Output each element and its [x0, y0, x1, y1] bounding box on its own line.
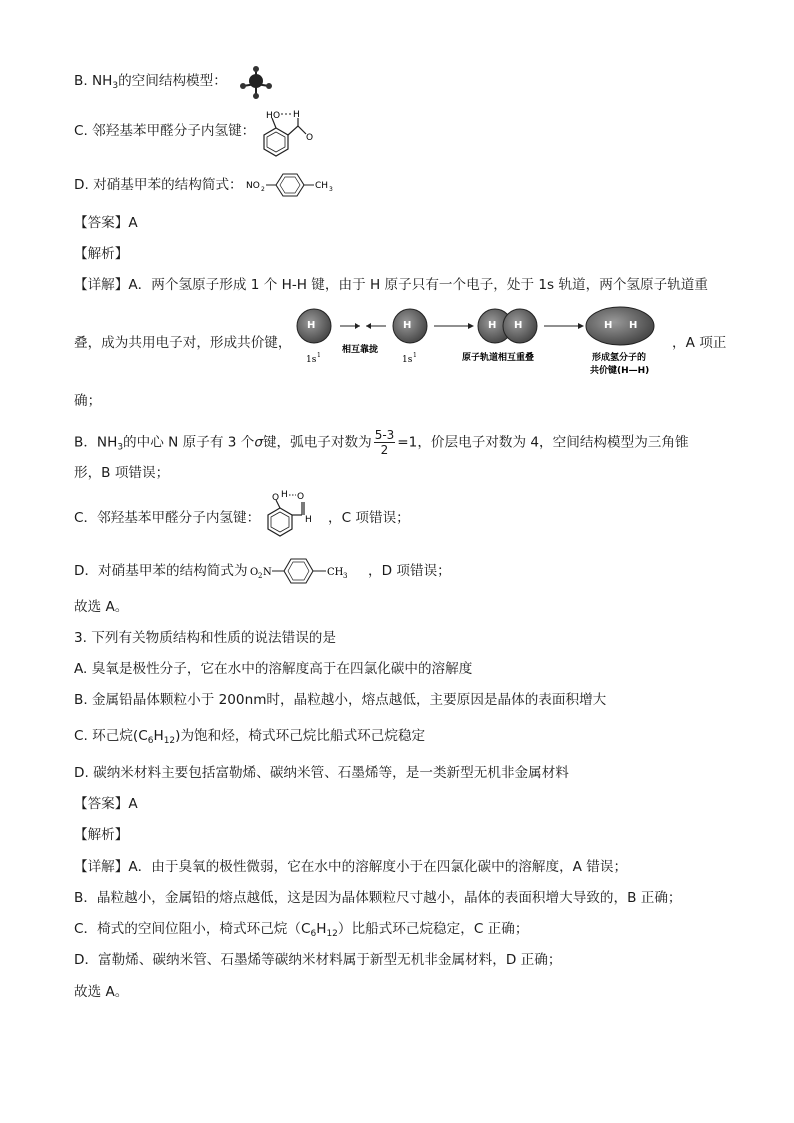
q3-detail-c: C．椅式的空间位阻小，椅式环己烷$(C_6H_{12})$比船式环己烷稳定，C 正确；	[74, 921, 529, 939]
ch3-label: CH	[315, 181, 329, 191]
option-b-text: 的空间结构模型：	[118, 73, 227, 89]
svg-text:CH: CH	[327, 567, 344, 578]
svg-text:1s: 1s	[306, 355, 317, 365]
detail-d: D．对硝基甲苯的结构简式为	[74, 563, 248, 579]
svg-text:H: H	[488, 320, 497, 331]
svg-text:O: O	[273, 111, 281, 121]
svg-text:H: H	[604, 320, 613, 331]
sigma-symbol: σ	[254, 434, 263, 451]
svg-text:N: N	[263, 567, 272, 578]
detail-b-line2: 形，B 项错误；	[74, 465, 170, 481]
svg-text:H: H	[293, 110, 300, 120]
detail-a-line1: 【详解】A．两个氢原子形成 1 个 H-H 键，由于 H 原子只有一个电子，处于 1s 轨道，两个氢原子轨道重	[74, 277, 708, 293]
q3-option-d: D. 碳纳米材料主要包括富勒烯、碳纳米管、石墨烯等，是一类新型无机非金属材料	[74, 765, 569, 781]
q3-detail-d: D．富勒烯、碳纳米管、石墨烯等碳纳米材料属于新型无机非金属材料，D 正确；	[74, 952, 562, 968]
svg-text:共价键(H—H): 共价键(H—H)	[590, 366, 650, 376]
no2-label: NO	[246, 181, 260, 191]
option-c: C. 邻羟基苯甲醛分子内氢键：	[74, 123, 256, 139]
q3-option-b: B. 金属铅晶体颗粒小于 200nm时，晶粒越小，熔点越低，主要原因是晶体的表面积增大	[74, 692, 607, 708]
svg-text:1: 1	[317, 352, 321, 359]
option-b-prefix: B.	[74, 73, 92, 89]
svg-text:相互靠拢: 相互靠拢	[342, 345, 379, 355]
detail-b-line1: B．$NH_3$的中心 N 原子有 3 个σ键，弧电子对数为 $\frac{5-3}{2}$ =1，价层电子对数为 4，空间结构模型为三角锥	[74, 428, 689, 457]
option-b: B. $NH_3$的空间结构模型：	[74, 73, 227, 91]
svg-text:原子轨道相互重叠: 原子轨道相互重叠	[462, 353, 535, 363]
svg-text:1s: 1s	[402, 355, 413, 365]
svg-text:H: H	[281, 490, 288, 500]
svg-text:O: O	[250, 567, 259, 578]
svg-text:2: 2	[258, 572, 263, 580]
svg-text:O: O	[272, 493, 280, 503]
nh3-ball-stick-model	[238, 64, 274, 100]
choose-q2: 故选 A。	[74, 599, 129, 615]
q3-detail-b: B．晶粒越小，金属铅的熔点越低，这是因为晶体颗粒尺寸越小，晶体的表面积增大导致的，B 正确；	[74, 890, 682, 906]
answer-q3: 【答案】A	[74, 796, 138, 812]
analysis-q2: 【解析】	[74, 246, 129, 262]
option-d: D. 对硝基甲苯的结构简式：	[74, 177, 243, 193]
detail-d-tail: ，D 项错误；	[368, 563, 451, 579]
lone-pair-fraction: $\frac{5-3}{2}$	[374, 428, 395, 457]
h2-orbital-overlap-diagram	[292, 304, 668, 384]
svg-text:3: 3	[343, 572, 348, 580]
svg-text:3: 3	[329, 186, 333, 193]
nh3-formula: NH	[91, 73, 113, 89]
analysis-q3: 【解析】	[74, 827, 129, 843]
svg-text:2: 2	[261, 186, 265, 193]
svg-text:H: H	[307, 320, 316, 331]
p-nitrotoluene-figure	[246, 170, 342, 200]
svg-text:H: H	[514, 320, 523, 331]
p-nitrotoluene-figure-2	[250, 556, 368, 586]
svg-text:H: H	[403, 320, 412, 331]
hbond-structure-figure-2	[262, 488, 326, 540]
svg-text:H: H	[305, 515, 312, 525]
svg-text:H: H	[629, 320, 638, 331]
svg-text:O: O	[306, 133, 314, 143]
detail-a-line3: 确；	[74, 393, 102, 409]
question-3-stem: 3. 下列有关物质结构和性质的说法错误的是	[74, 630, 336, 646]
svg-text:H: H	[266, 111, 273, 121]
hbond-structure-figure	[258, 104, 316, 160]
choose-q3: 故选 A。	[74, 984, 129, 1000]
q3-detail-a: 【详解】A．由于臭氧的极性微弱，它在水中的溶解度小于在四氯化碳中的溶解度，A 错误；	[74, 859, 628, 875]
detail-a-line2: 叠，成为共用电子对，形成共价键，	[74, 335, 292, 351]
detail-c-tail: ，C 项错误；	[328, 510, 410, 526]
detail-a-line2-tail: ，A 项正	[672, 335, 727, 351]
q3-option-c: C. 环己烷$(C_6H_{12})$为饱和烃，椅式环己烷比船式环己烷稳定	[74, 728, 426, 746]
svg-text:1: 1	[413, 352, 417, 359]
detail-c: C．邻羟基苯甲醛分子内氢键：	[74, 510, 261, 526]
answer-q2: 【答案】A	[74, 215, 138, 231]
svg-text:O: O	[297, 492, 305, 502]
q3-option-a: A. 臭氧是极性分子，它在水中的溶解度高于在四氯化碳中的溶解度	[74, 661, 473, 677]
svg-text:形成氢分子的: 形成氢分子的	[592, 353, 647, 363]
